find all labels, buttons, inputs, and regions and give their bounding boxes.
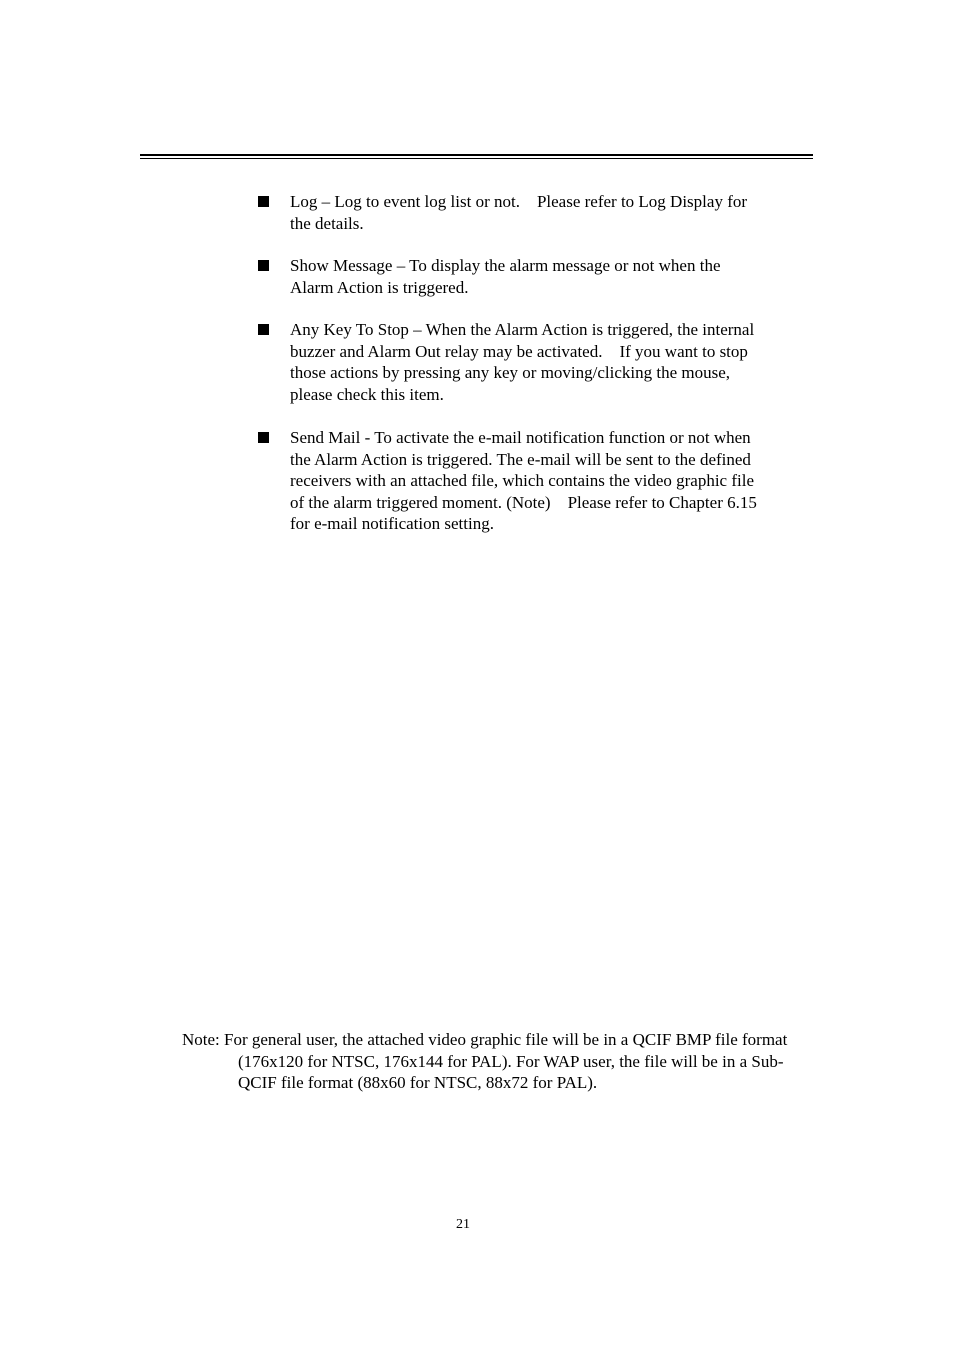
square-bullet-icon bbox=[258, 324, 269, 335]
page-number: 21 bbox=[456, 1217, 470, 1232]
bullet-text: Show Message – To display the alarm message or not when the Alarm Action is triggered. bbox=[290, 256, 721, 297]
header-rule-thin bbox=[140, 158, 813, 159]
square-bullet-icon bbox=[258, 432, 269, 443]
bullet-text: Log – Log to event log list or not. Please refer to Log Display for the details. bbox=[290, 192, 748, 233]
footnote: Note: For general user, the attached video graphic file will be in a QCIF BMP file format (176x120 for NTSC, 176x144 for PAL). For WAP user, the file will be in a Sub-QCIF file format (88x60 for NTSC, 88x72 for PAL). bbox=[182, 1030, 788, 1092]
header-rule-thick bbox=[140, 154, 813, 156]
square-bullet-icon bbox=[258, 260, 269, 271]
bullet-text: Any Key To Stop – When the Alarm Action is triggered, the internal buzzer and Alarm Out relay may be activated. If you want to stop those actions by pressing any key or moving/clicking the mouse, please check this item. bbox=[290, 320, 755, 404]
square-bullet-icon bbox=[258, 196, 269, 207]
bullet-text: Send Mail - To activate the e-mail notification function or not when the Alarm Action is triggered. The e-mail will be sent to the defined receivers with an attached file, which contains the video graphic file of the alarm triggered moment. (Note) Please refer to Chapter 6.15 for e-mail notification setting. bbox=[290, 428, 757, 533]
